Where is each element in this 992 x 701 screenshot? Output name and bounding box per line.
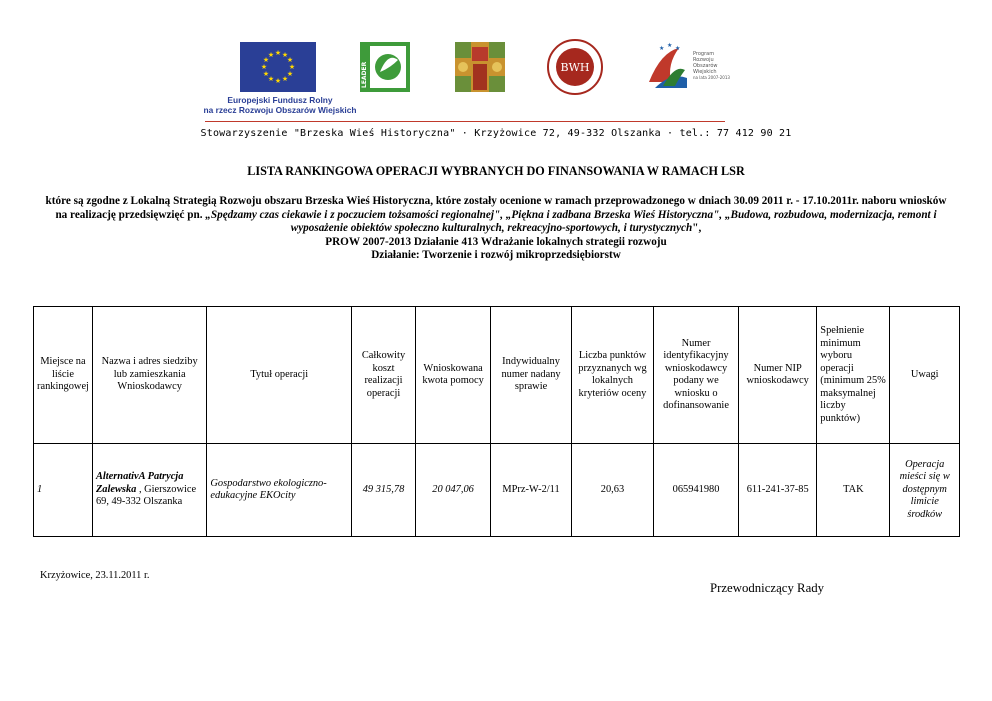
eu-fund-caption	[196, 95, 364, 115]
svg-text:★: ★	[667, 42, 673, 49]
sub-measure: Działanie: Tworzenie i rozwój mikroprzedsiębiorstw	[371, 249, 621, 261]
place-and-date: Krzyżowice, 23.11.2011 r.	[40, 570, 150, 581]
header-applicant: Nazwa i adres siedziby lub zamieszkania Wnioskodawcy	[92, 307, 206, 444]
eu-caption-line-2: na rzecz Rozwoju Obszarów Wiejskich	[203, 105, 357, 115]
cell-case-number: MPrz-W-2/11	[491, 444, 572, 537]
leader-logo-text: LEADER	[361, 61, 368, 88]
logo-bar	[0, 38, 992, 115]
svg-text:★: ★	[281, 75, 289, 83]
prow-text-4: Wiejskich	[693, 69, 717, 75]
cell-remarks: Operacja mieści się w dostępnym limicie środków	[890, 444, 960, 537]
prow-text-1: Program	[693, 51, 715, 57]
svg-text:★: ★	[281, 51, 289, 59]
header-case-number: Indywidualny numer nadany sprawie	[491, 307, 572, 444]
cell-operation-title: Gospodarstwo ekologiczno-edukacyjne EKOcity	[207, 444, 352, 537]
bwh-seal-logo	[547, 39, 603, 95]
prow-logo	[645, 42, 735, 94]
svg-text:★: ★	[274, 77, 282, 85]
svg-text:★: ★	[262, 70, 270, 78]
header-place: Miejsce na liście rankingowej	[34, 307, 93, 444]
bwh-seal-text: BWH	[560, 61, 590, 74]
header-requested-amount: Wnioskowana kwota pomocy	[415, 307, 490, 444]
document-intro	[40, 195, 952, 263]
prow-text-5: na lata 2007-2013	[693, 75, 730, 80]
intro-text: które są zgodne z Lokalną Strategią Rozwoju obszaru Brzeska Wieś Historyczna, które zostały ocenione w ramach przeprowadzonego w dniach 30.09 2011 r. - 17.10.2011r. naboru wniosków na realizację przedsięwzięć pn.	[45, 195, 947, 221]
header-total-cost: Całkowity koszt realizacji operacji	[352, 307, 416, 444]
svg-text:★: ★	[659, 45, 665, 52]
applicant-address: , Gierszowice 69, 49-332 Olszanka	[95, 483, 197, 508]
svg-text:★: ★	[262, 56, 270, 64]
leader-logo	[360, 42, 410, 92]
svg-text:★: ★	[675, 45, 681, 52]
association-info: Stowarzyszenie "Brzeska Wieś Historyczna" · Krzyżowice 72, 49-332 Olszanka · tel.: 77 412 90 21	[200, 128, 792, 139]
intro-closing: ",	[692, 222, 702, 234]
regional-pattern-logo	[455, 42, 505, 92]
cell-points: 20,63	[571, 444, 653, 537]
table-row	[34, 444, 960, 537]
document-title: LISTA RANKINGOWA OPERACJI WYBRANYCH DO FINANSOWANIA W RAMACH LSR	[247, 164, 745, 178]
prow-text-3: Obszarów	[693, 63, 718, 69]
cell-place: 1	[34, 444, 93, 537]
svg-text:★: ★	[274, 49, 282, 57]
svg-text:★: ★	[260, 63, 268, 71]
signature-label: Przewodniczący Rady	[710, 581, 825, 595]
header-points: Liczba punktów przyznanych wg lokalnych kryteriów oceny	[571, 307, 653, 444]
svg-text:★: ★	[267, 51, 275, 59]
header-minimum: Spełnienie minimum wyboru operacji (minimum 25% maksymalnej liczby punktów)	[817, 307, 890, 444]
cell-total-cost: 49 315,78	[352, 444, 416, 537]
header-divider	[205, 121, 725, 122]
header-remarks: Uwagi	[890, 307, 960, 444]
svg-text:★: ★	[286, 56, 294, 64]
applicant-name: AlternativA Patrycja Zalewska	[95, 471, 184, 495]
header-operation-title: Tytuł operacji	[207, 307, 352, 444]
header-nip: Numer NIP wnioskodawcy	[739, 307, 817, 444]
svg-text:★: ★	[288, 63, 296, 71]
cell-minimum: TAK	[817, 444, 890, 537]
eu-caption-line-1: Europejski Fundusz Rolny	[227, 95, 333, 105]
cell-applicant	[92, 444, 206, 537]
svg-text:★: ★	[267, 75, 275, 83]
prow-text-2: Rozwoju	[693, 57, 714, 63]
intro-project-names: „Spędzamy czas ciekawie i z poczuciem tożsamości regionalnej", „Piękna i zadbana Brzeska Wieś Historyczna", „Budowa, rozbudowa, modernizacja, remont i wyposażenie obiektów społeczno kulturalnych, rekreacyjno-sportowych, i turystycznych	[205, 208, 937, 234]
prow-measure: PROW 2007-2013 Działanie 413 Wdrażanie lokalnych strategii rozwoju	[325, 235, 667, 248]
cell-requested-amount: 20 047,06	[415, 444, 490, 537]
table-header-row	[34, 307, 960, 444]
ranking-table	[33, 306, 960, 537]
header-id-number: Numer identyfikacyjny wnioskodawcy podany we wniosku o dofinansowanie	[654, 307, 739, 444]
cell-nip: 611-241-37-85	[739, 444, 817, 537]
cell-id-number: 065941980	[654, 444, 739, 537]
svg-text:★: ★	[286, 70, 294, 78]
eu-flag-logo	[240, 42, 316, 92]
